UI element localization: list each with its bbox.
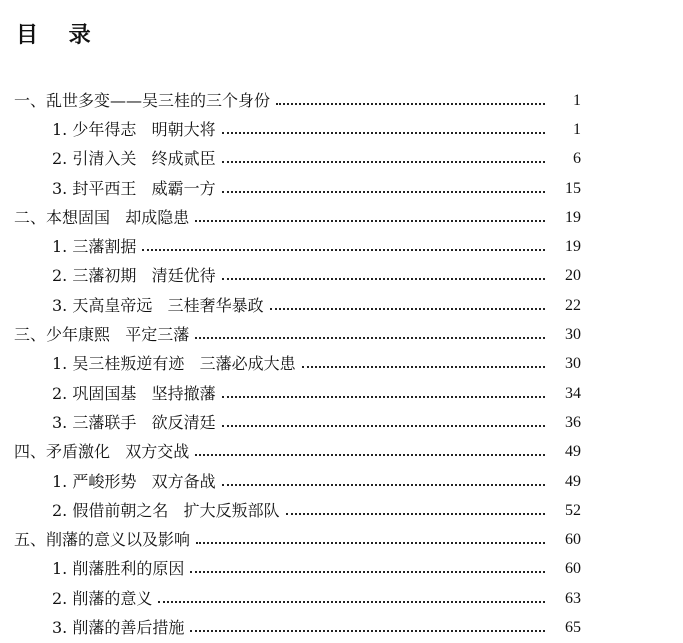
toc-entry[interactable] <box>0 203 683 232</box>
dot-leader <box>276 103 545 105</box>
toc-entry-label: 3. 三藩联手 欲反清廷 <box>52 412 216 432</box>
toc-entry[interactable] <box>0 320 683 349</box>
toc-entry[interactable] <box>0 232 683 261</box>
dot-leader <box>222 132 545 134</box>
dot-leader <box>302 366 545 368</box>
toc-entry[interactable] <box>0 555 683 584</box>
toc-entry-label: 2. 削藩的意义 <box>52 588 153 608</box>
toc-entry[interactable] <box>0 613 683 642</box>
toc-entry[interactable] <box>0 408 683 437</box>
toc-entry[interactable] <box>0 174 683 203</box>
toc-entry-label: 2. 假借前朝之名 扩大反叛部队 <box>52 500 280 520</box>
toc-entry[interactable] <box>0 145 683 174</box>
toc-entry-label: 3. 天高皇帝远 三桂奢华暴政 <box>52 295 264 315</box>
toc-entry-page: 30 <box>565 355 581 373</box>
dot-leader <box>286 513 545 515</box>
toc-entry-label: 一、乱世多变——吴三桂的三个身份 <box>14 90 271 110</box>
toc-entry-page: 63 <box>565 589 581 607</box>
dot-leader <box>222 191 545 193</box>
toc-entry-label: 五、削藩的意义以及影响 <box>14 530 191 550</box>
toc-entry-page: 30 <box>565 326 581 344</box>
dot-leader <box>158 601 545 603</box>
dot-leader <box>270 308 545 310</box>
toc-entry-page: 6 <box>573 150 581 168</box>
page-title: 目 录 <box>16 22 91 48</box>
toc-entry-page: 49 <box>565 443 581 461</box>
dot-leader <box>222 484 545 486</box>
toc-entry-page: 1 <box>573 120 581 138</box>
toc-entry-label: 2. 三藩初期 清廷优待 <box>52 266 216 286</box>
toc-entry-page: 19 <box>565 208 581 226</box>
toc-entry-label: 二、本想固国 却成隐患 <box>14 207 190 227</box>
dot-leader <box>196 542 545 544</box>
toc-entry[interactable] <box>0 496 683 525</box>
toc-entry-page: 36 <box>565 413 581 431</box>
toc-entry-page: 65 <box>565 618 581 636</box>
toc-entry[interactable] <box>0 584 683 613</box>
toc-entry-page: 22 <box>565 296 581 314</box>
toc-entry-page: 20 <box>565 267 581 285</box>
toc-entry-page: 1 <box>573 91 581 109</box>
dot-leader <box>142 249 545 251</box>
toc-entry-page: 34 <box>565 384 581 402</box>
toc-entry-label: 3. 削藩的善后措施 <box>52 617 185 637</box>
toc-entry-label: 四、矛盾激化 双方交战 <box>14 442 190 462</box>
toc-entry-label: 三、少年康熙 平定三藩 <box>14 325 190 345</box>
toc-entry-page: 19 <box>565 238 581 256</box>
toc-entry-label: 1. 削藩胜利的原因 <box>52 559 185 579</box>
dot-leader <box>222 278 545 280</box>
toc-entry-label: 2. 引清入关 终成贰臣 <box>52 149 216 169</box>
toc-entry-page: 15 <box>565 179 581 197</box>
toc-entry-label: 1. 三藩割据 <box>52 237 137 257</box>
toc-entry[interactable] <box>0 291 683 320</box>
toc-entry-label: 2. 巩固国基 坚持撤藩 <box>52 383 216 403</box>
toc-entry[interactable] <box>0 379 683 408</box>
toc-entry[interactable] <box>0 438 683 467</box>
dot-leader <box>195 220 545 222</box>
toc-entry-page: 49 <box>565 472 581 490</box>
toc-entry-label: 3. 封平西王 威霸一方 <box>52 178 216 198</box>
dot-leader <box>222 396 545 398</box>
dot-leader <box>190 630 545 632</box>
dot-leader <box>222 425 545 427</box>
dot-leader <box>222 161 545 163</box>
dot-leader <box>195 454 545 456</box>
toc-entry[interactable] <box>0 115 683 144</box>
toc-entry[interactable] <box>0 86 683 115</box>
toc-entry[interactable] <box>0 262 683 291</box>
toc-entry-page: 52 <box>565 501 581 519</box>
toc-entry-page: 60 <box>565 560 581 578</box>
toc-entry-label: 1. 严峻形势 双方备战 <box>52 471 216 491</box>
toc-entry-page: 60 <box>565 531 581 549</box>
dot-leader <box>195 337 545 339</box>
toc-entry[interactable] <box>0 467 683 496</box>
toc-entry[interactable] <box>0 525 683 554</box>
table-of-contents <box>0 86 683 643</box>
dot-leader <box>190 571 545 573</box>
toc-entry[interactable] <box>0 350 683 379</box>
toc-entry-label: 1. 少年得志 明朝大将 <box>52 119 216 139</box>
toc-entry-label: 1. 吴三桂叛逆有迹 三藩必成大患 <box>52 354 296 374</box>
